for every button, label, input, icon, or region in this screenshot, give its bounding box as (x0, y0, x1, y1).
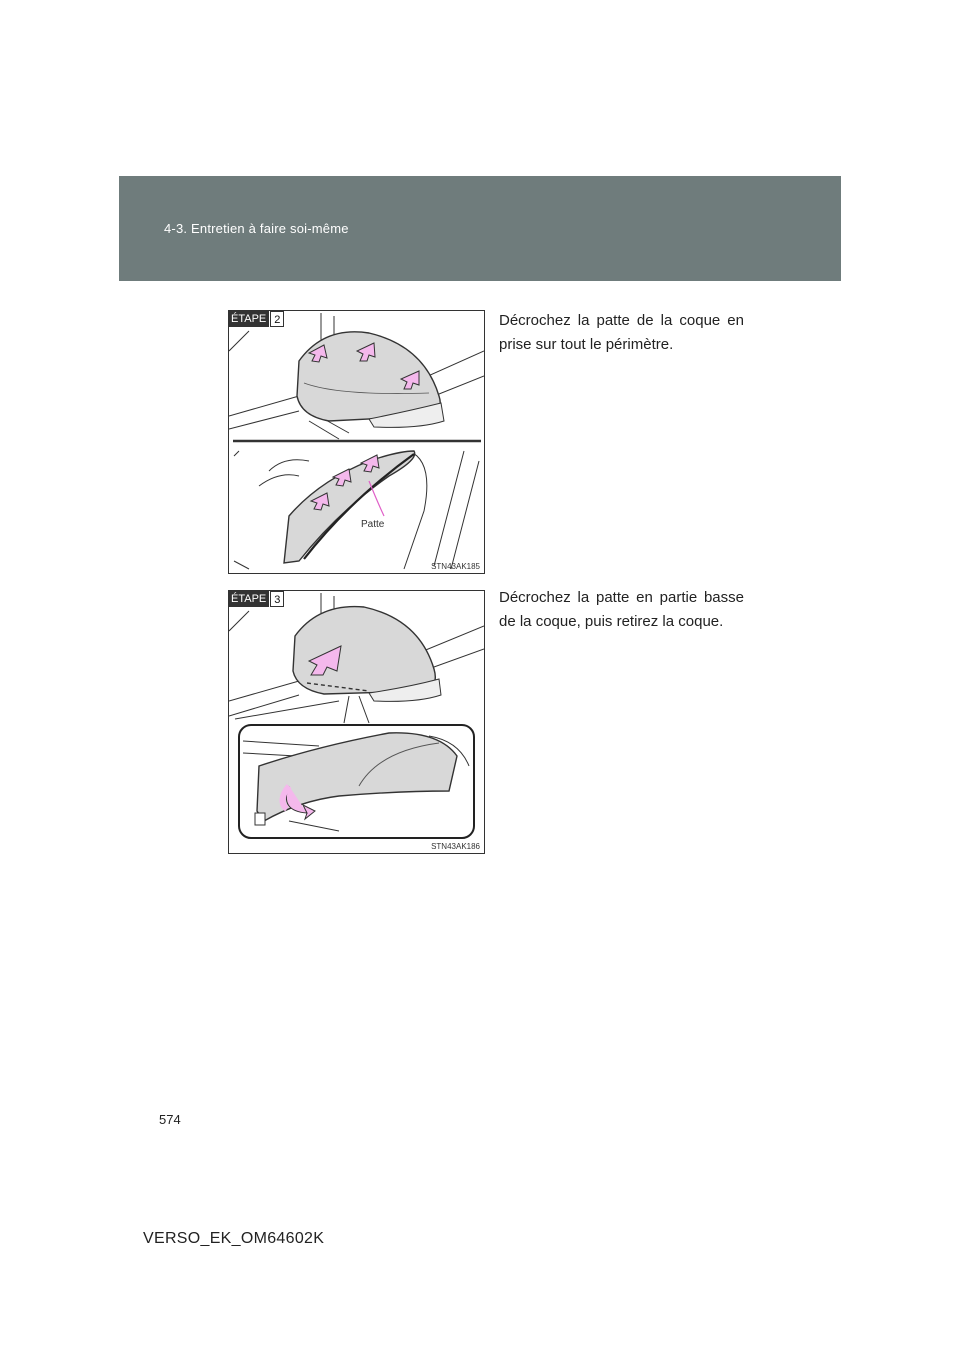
step-badge-word: ÉTAPE (229, 311, 269, 327)
step-3-instruction: Décrochez la patte en partie basse de la coque, puis retirez la coque. (499, 589, 744, 630)
step-badge-number: 3 (270, 591, 284, 607)
figure-code: STN43AK185 (431, 562, 480, 571)
step-2-instruction: Décrochez la patte de la coque en prise sur tout le périmètre. (499, 312, 744, 353)
figure-step-2 (228, 310, 485, 574)
page-number: 574 (159, 1112, 181, 1127)
figure-code: STN43AK186 (431, 842, 480, 851)
step-badge-word: ÉTAPE (229, 591, 269, 607)
step-badge-number: 2 (270, 311, 284, 327)
document-code: VERSO_EK_OM64602K (143, 1230, 325, 1247)
step-badge (229, 591, 284, 607)
mirror-cover-illustration-bottom (229, 591, 484, 853)
section-header-band (119, 176, 841, 281)
callout-label-patte: Patte (361, 519, 385, 530)
figure-step-3 (228, 590, 485, 854)
mirror-cover-illustration-top (229, 311, 484, 573)
section-title: 4-3. Entretien à faire soi-même (164, 221, 349, 236)
step-badge (229, 311, 284, 327)
